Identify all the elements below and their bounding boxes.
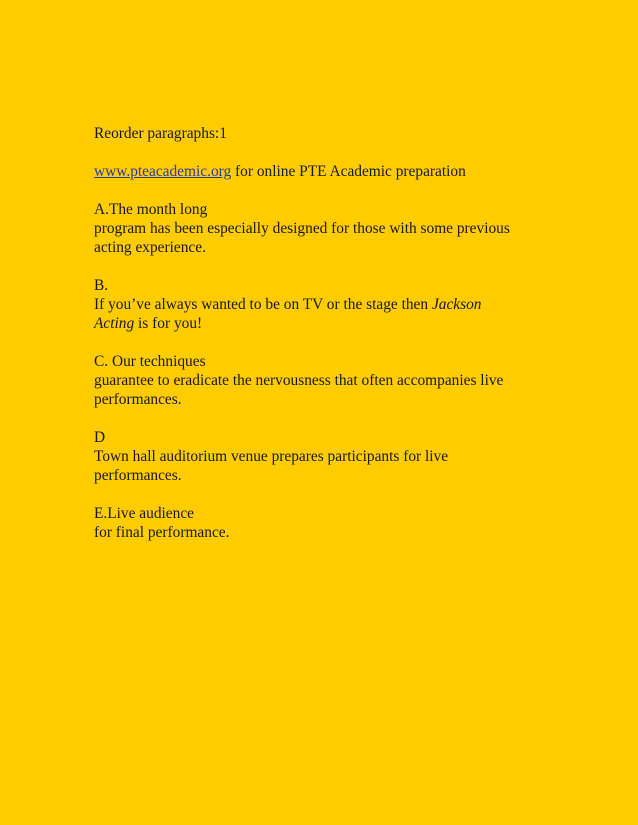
paragraph-c <box>94 352 564 409</box>
paragraph-b-emphasis: Acting <box>94 315 135 332</box>
pteacademic-link[interactable]: www.pteacademic.org <box>94 163 232 180</box>
paragraph-a-line-3: acting experience. <box>94 239 206 256</box>
paragraph-a-line-1: A.The month long <box>94 201 208 218</box>
paragraph-a-line-2: program has been especially designed for those with some previous <box>94 220 510 237</box>
paragraph-d-line-2: Town hall auditorium venue prepares participants for live <box>94 448 449 465</box>
spacer <box>94 333 564 352</box>
spacer <box>94 409 564 428</box>
paragraph-e <box>94 504 564 542</box>
paragraph-c-line-1: C. Our techniques <box>94 353 206 370</box>
spacer <box>94 485 564 504</box>
document-body <box>94 124 564 542</box>
paragraph-b <box>94 276 564 333</box>
paragraph-b-text: is for you! <box>134 315 203 332</box>
spacer <box>94 143 564 162</box>
paragraph-e-line-1: E.Live audience <box>94 505 194 522</box>
paragraph-d-line-1: D <box>94 429 106 446</box>
paragraph-e-line-2: for final performance. <box>94 524 230 541</box>
spacer <box>94 257 564 276</box>
spacer <box>94 181 564 200</box>
paragraph-b-line-2 <box>94 295 564 314</box>
paragraph-d-line-3: performances. <box>94 467 182 484</box>
paragraph-d <box>94 428 564 485</box>
paragraph-b-line-3 <box>94 314 564 333</box>
paragraph-c-line-2: guarantee to eradicate the nervousness that often accompanies live <box>94 372 504 389</box>
source-line <box>94 162 564 181</box>
paragraph-c-line-3: performances. <box>94 391 182 408</box>
paragraph-b-emphasis: Jackson <box>431 296 482 313</box>
paragraph-b-text: If you’ve always wanted to be on TV or the stage then <box>94 296 432 313</box>
source-line-text: for online PTE Academic preparation <box>231 163 466 180</box>
paragraph-a <box>94 200 564 257</box>
document-heading: Reorder paragraphs:1 <box>94 125 227 142</box>
paragraph-b-line-1: B. <box>94 277 109 294</box>
